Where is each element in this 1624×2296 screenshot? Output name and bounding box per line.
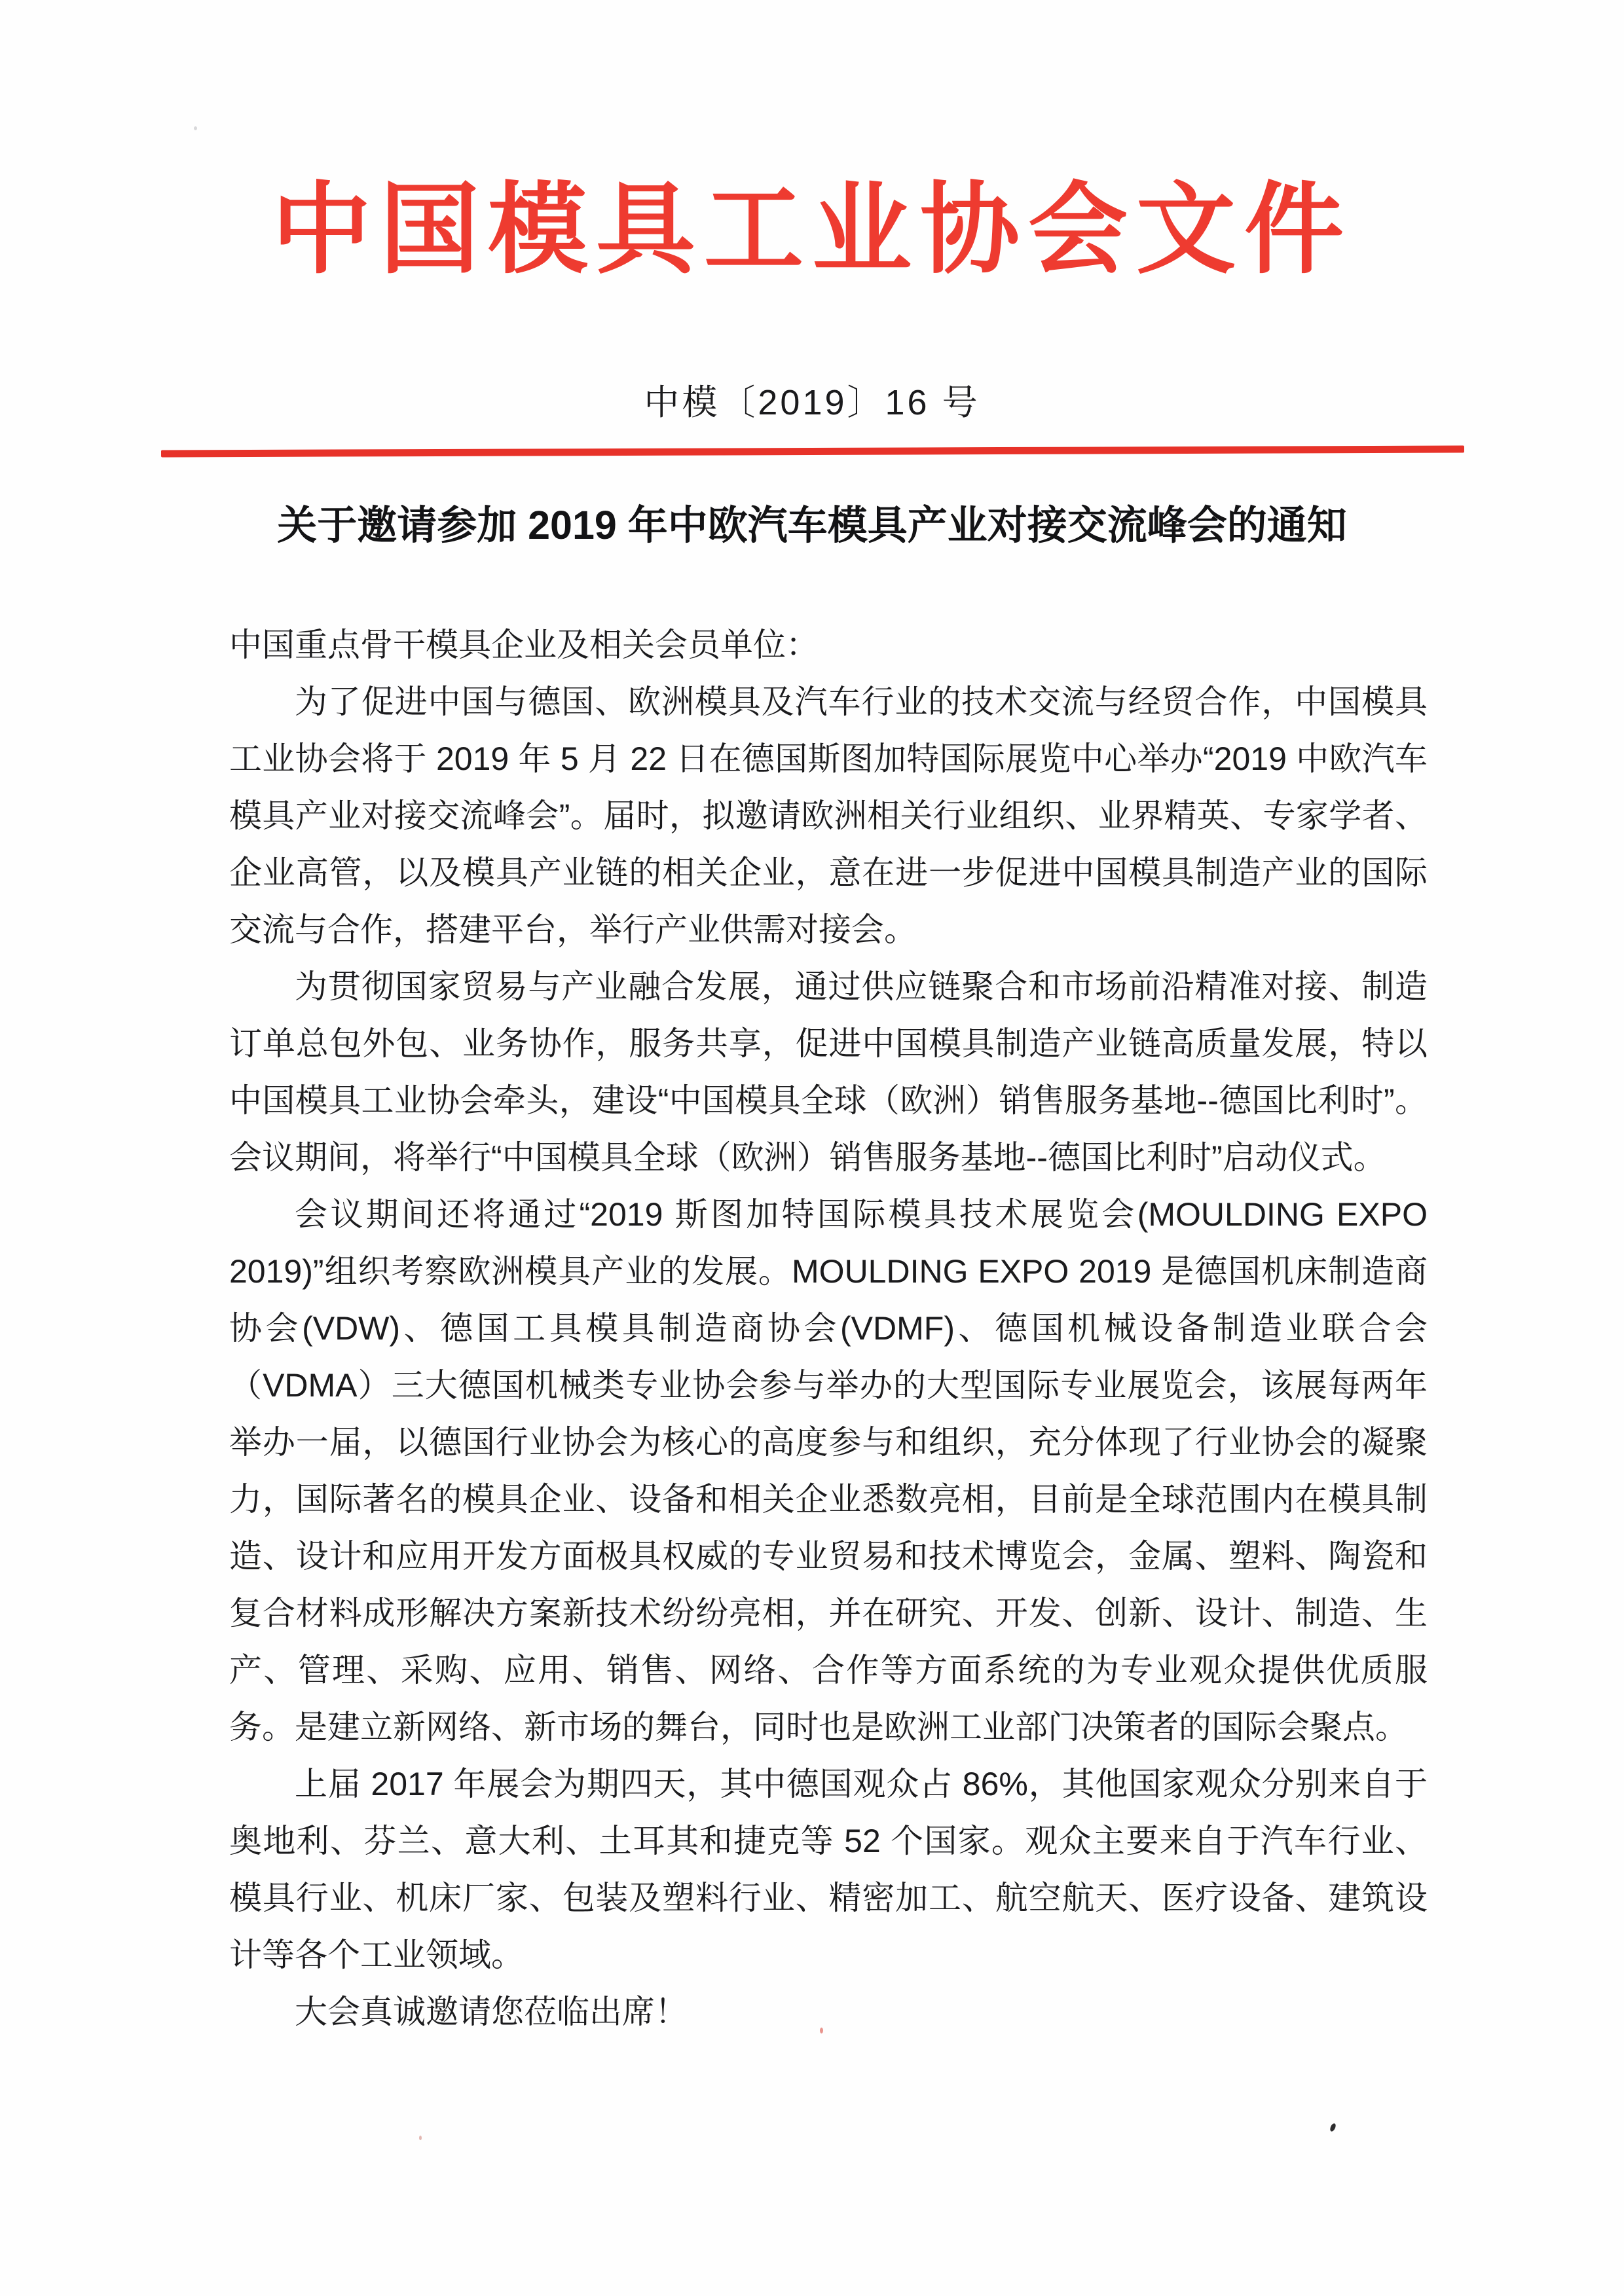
red-divider-rule (161, 446, 1464, 458)
body-paragraph: 会议期间还将通过“2019 斯图加特国际模具技术展览会(MOULDING EXPO 2019)”组织考察欧洲模具产业的发展。MOULDING EXPO 2019 是德国机床制造商协会(VDW)、德国工具模具制造商协会(VDMF)、德国机械设备制造业联合会（VDMA）三大德国机械类专业协会参与举办的大型国际专业展览会，该展每两年举办一届，以德国行业协会为核心的高度参与和组织，充分体现了行业协会的凝聚力，国际著名的模具企业、设备和相关企业悉数亮相，目前是全球范围内在模具制造、设计和应用开发方面极具权威的专业贸易和技术博览会，金属、塑料、陶瓷和复合材料成形解决方案新技术纷纷亮相，并在研究、开发、创新、设计、制造、生产、管理、采购、应用、销售、网络、合作等方面系统的为专业观众提供优质服务。是建立新网络、新市场的舞台，同时也是欧洲工业部门决策者的国际会聚点。 (229, 1196, 1428, 1745)
scan-speck (419, 2136, 422, 2140)
document-number: 中模〔2019〕16 号 (644, 383, 980, 422)
closing-line: 大会真诚邀请您莅临出席！ (295, 1994, 688, 2030)
salutation-line: 中国重点骨干模具企业及相关会员单位： (229, 627, 819, 663)
subject-heading: 关于邀请参加 2019 年中欧汽车模具产业对接交流峰会的通知 (277, 503, 1347, 547)
body-paragraph: 为贯彻国家贸易与产业融合发展，通过供应链聚合和市场前沿精准对接、制造订单总包外包、业务协作，服务共享，促进中国模具制造产业链高质量发展，特以中国模具工业协会牵头，建设“中国模具全球（欧洲）销售服务基地--德国比利时”。会议期间，将举行“中国模具全球（欧洲）销售服务基地--德国比利时”启动仪式。 (229, 968, 1428, 1176)
body-paragraph: 上届 2017 年展会为期四天，其中德国观众占 86%，其他国家观众分别来自于奥地利、芬兰、意大利、土耳其和捷克等 52 个国家。观众主要来自于汽车行业、模具行业、机床厂家、包装及塑料行业、精密加工、航空航天、医疗设备、建筑设计等各个工业领域。 (229, 1766, 1428, 1973)
scan-speck (194, 126, 197, 130)
document-body (229, 617, 1428, 2041)
scan-speck (1329, 2123, 1337, 2132)
body-paragraphs (229, 674, 1428, 1984)
scan-speck (820, 2028, 823, 2033)
body-paragraph: 为了促进中国与德国、欧洲模具及汽车行业的技术交流与经贸合作，中国模具工业协会将于 2019 年 5 月 22 日在德国斯图加特国际展览中心举办“2019 中欧汽车模具产业对接交流峰会”。届时，拟邀请欧洲相关行业组织、业界精英、专家学者、企业高管，以及模具产业链的相关企业，意在进一步促进中国模具制造产业的国际交流与合作，搭建平台，举行产业供需对接会。 (229, 683, 1428, 948)
letterhead-title: 中国模具工业协会文件 (272, 175, 1352, 285)
